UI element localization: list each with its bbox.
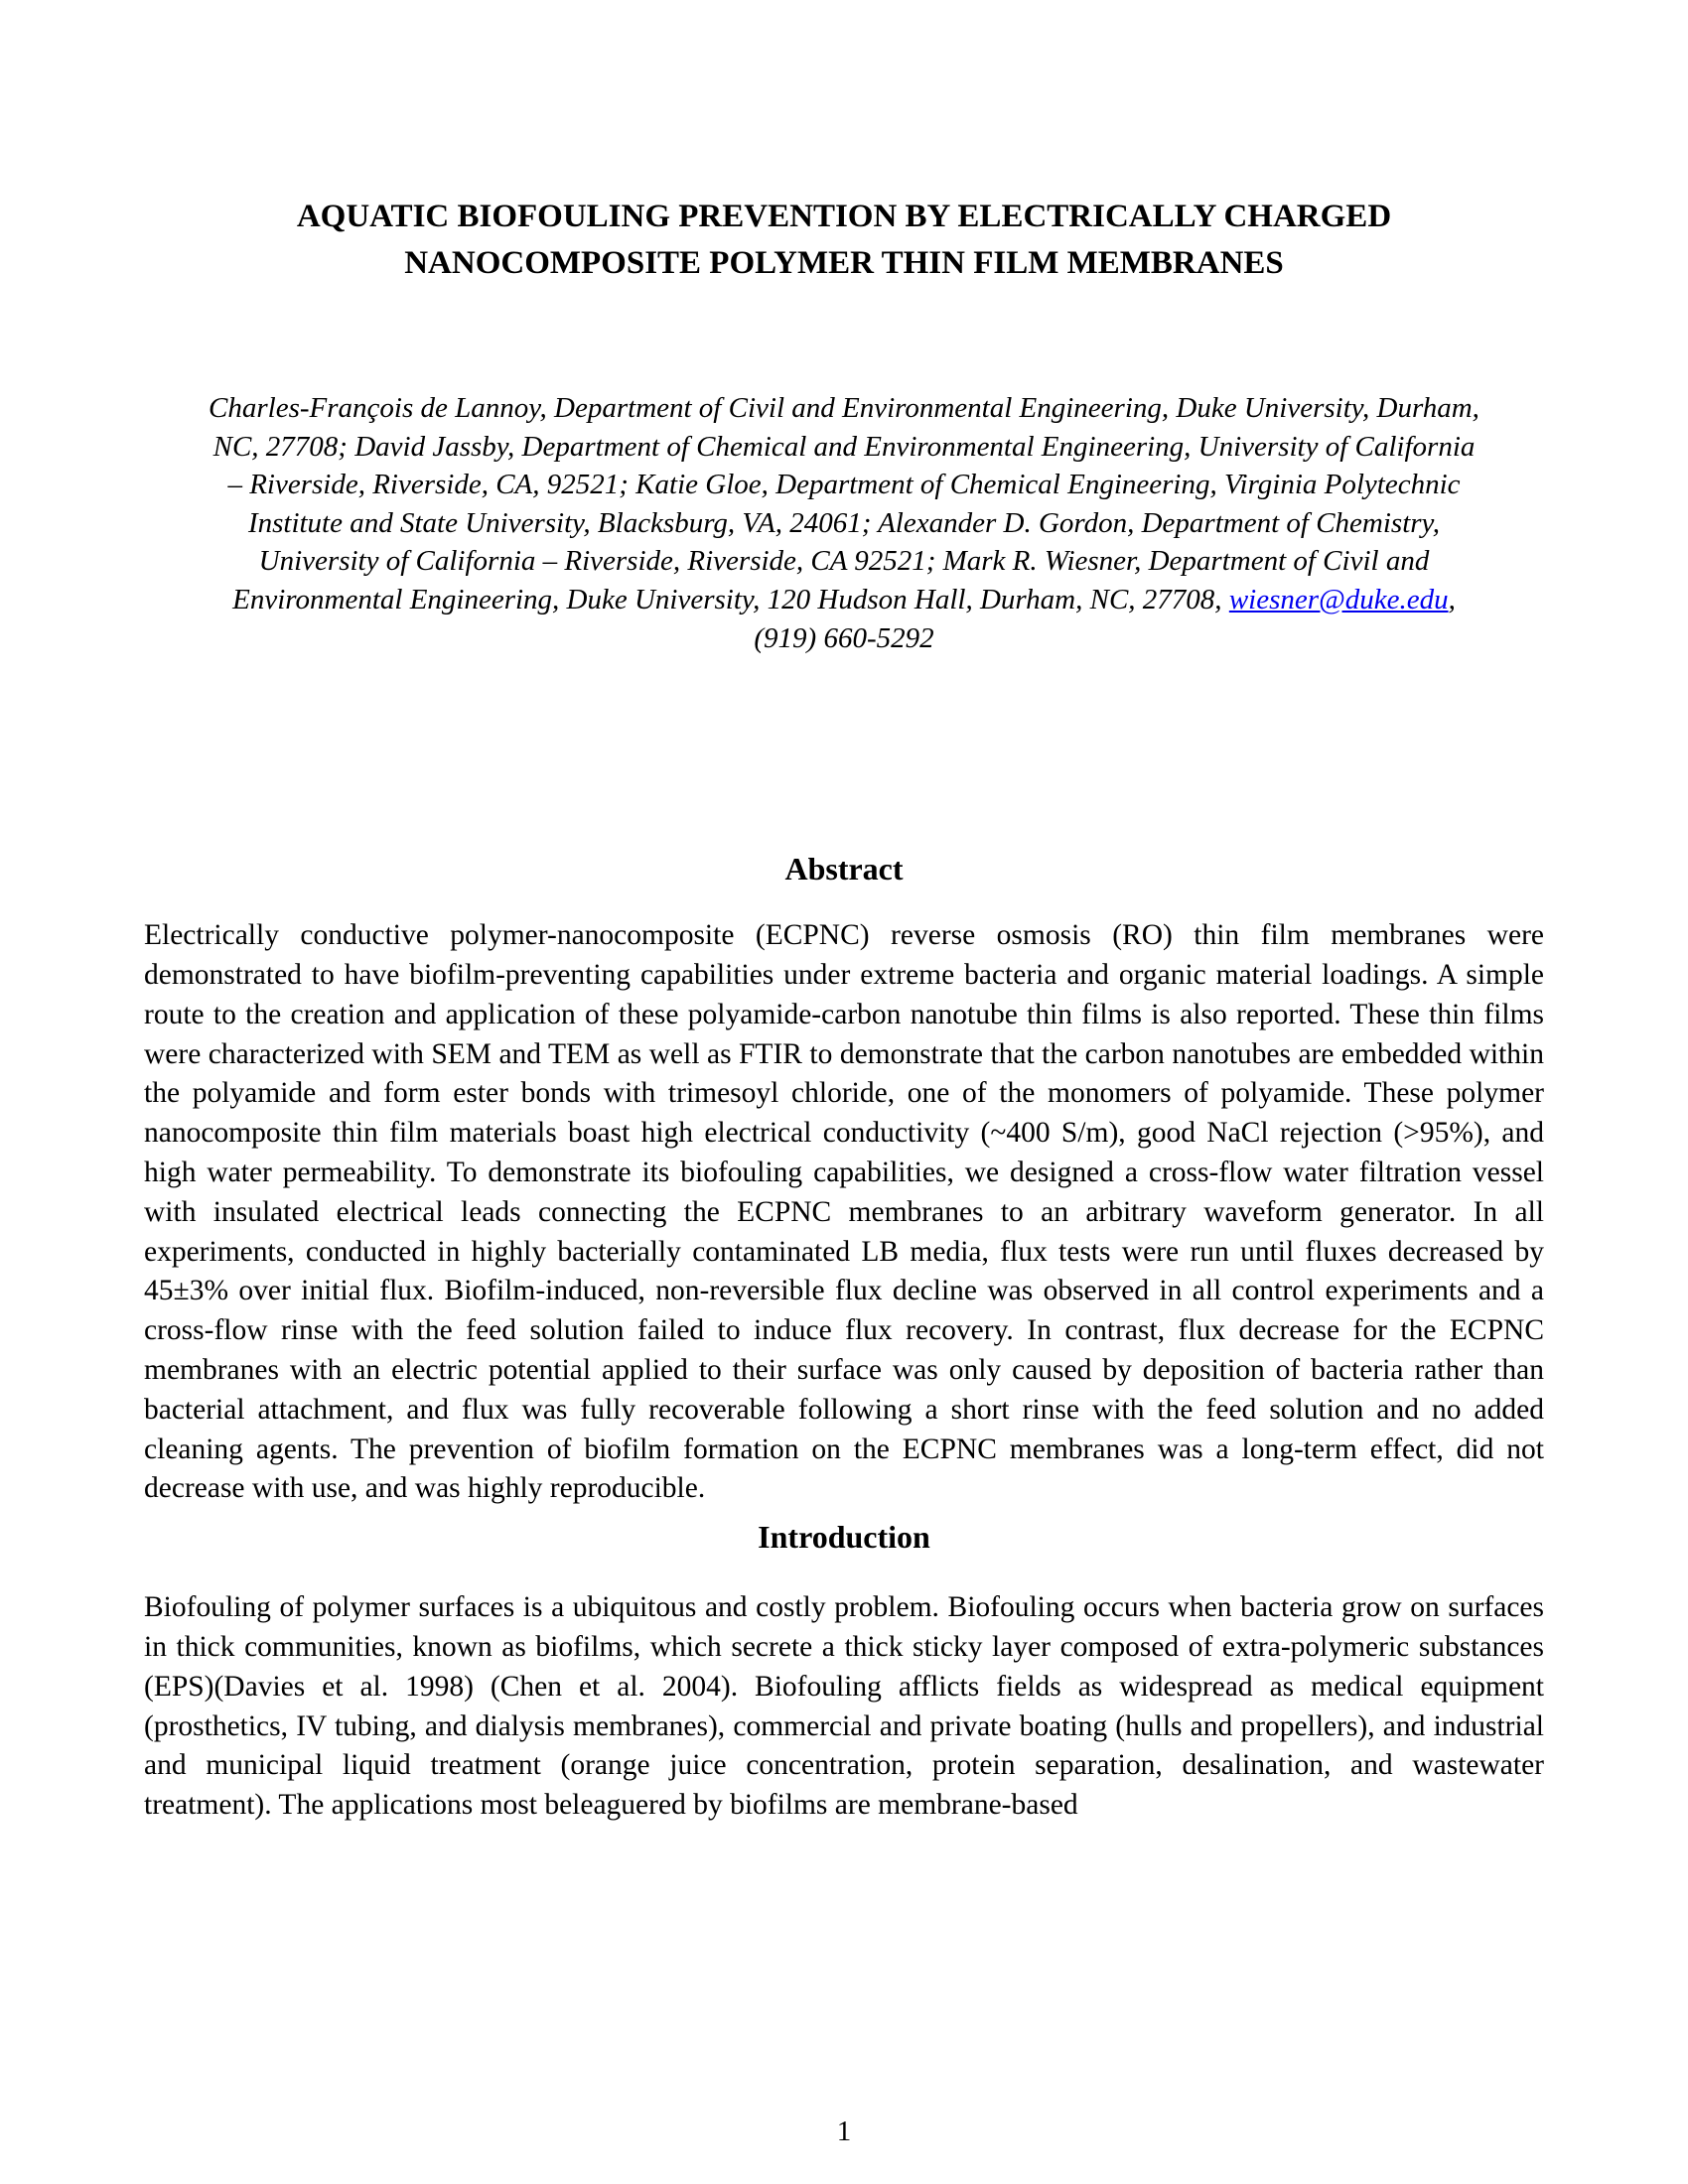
abstract-body: Electrically conductive polymer-nanocomposite (ECPNC) reverse osmosis (RO) thin film membranes were demonstrated to have biofilm-preventing capabilities under extreme bacteria and organic material loadings. A simple route to the creation and application of these polyamide-carbon nanotube thin films is also reported. These thin films were characterized with SEM and TEM as well as FTIR to demonstrate that the carbon nanotubes are embedded within the polyamide and form ester bonds with trimesoyl chloride, one of the monomers of polyamide. These polymer nanocomposite thin film materials boast high electrical conductivity (~400 S/m), good NaCl rejection (>95%), and high water permeability. To demonstrate its biofouling capabilities, we designed a cross-flow water filtration vessel with insulated electrical leads connecting the ECPNC membranes to an arbitrary waveform generator. In all experiments, conducted in highly bacterially contaminated LB media, flux tests were run until fluxes decreased by 45±3% over initial flux. Biofilm-induced, non-reversible flux decline was observed in all control experiments and a cross-flow rinse with the feed solution failed to induce flux recovery. In contrast, flux decrease for the ECPNC membranes with an electric potential applied to their surface was only caused by deposition of bacteria rather than bacterial attachment, and flux was fully recoverable following a short rinse with the feed solution and no added cleaning agents. The prevention of biofilm formation on the ECPNC membranes was a long-term effect, did not decrease with use, and was highly reproducible. [144, 919, 1544, 1505]
author-affiliations-text: Charles-François de Lannoy, Department of Civil and Environmental Engineering, Duke University, Durham, NC, 27708; David Jassby, Department of Chemical and Environmental Engineering, University of California – Riverside, Riverside, CA, 92521; Katie Gloe, Department of Chemical Engineering, Virginia Polytechnic Institute and State University, Blacksburg, VA, 24061; Alexander D. Gordon, Department of Chemistry, University of California – Riverside, Riverside, CA 92521; Mark R. Wiesner, Department of Civil and Environmental Engineering, Duke University, 120 Hudson Hall, Durham, NC, 27708, [209, 392, 1479, 615]
page-number: 1 [836, 2116, 852, 2147]
author-affiliations [207, 389, 1482, 657]
introduction-body: Biofouling of polymer surfaces is a ubiquitous and costly problem. Biofouling occurs when bacteria grow on surfaces in thick communities, known as biofilms, which secrete a thick sticky layer composed of extra-polymeric substances (EPS)(Davies et al. 1998) (Chen et al. 2004). Biofouling afflicts fields as widespread as medical equipment (prosthetics, IV tubing, and dialysis membranes), commercial and private boating (hulls and propellers), and industrial and municipal liquid treatment (orange juice concentration, protein separation, desalination, and wastewater treatment). The applications most beleaguered by biofilms are membrane-based [144, 1591, 1544, 1822]
abstract-heading: Abstract [784, 851, 904, 887]
introduction-heading: Introduction [758, 1519, 930, 1556]
contact-phone: , (919) 660-5292 [754, 583, 1456, 654]
paper-title: AQUATIC BIOFOULING PREVENTION BY ELECTRICALLY CHARGED NANOCOMPOSITE POLYMER THIN FILM MEMBRANES [296, 199, 1392, 281]
email-link[interactable]: wiesner@duke.edu [1228, 583, 1449, 615]
